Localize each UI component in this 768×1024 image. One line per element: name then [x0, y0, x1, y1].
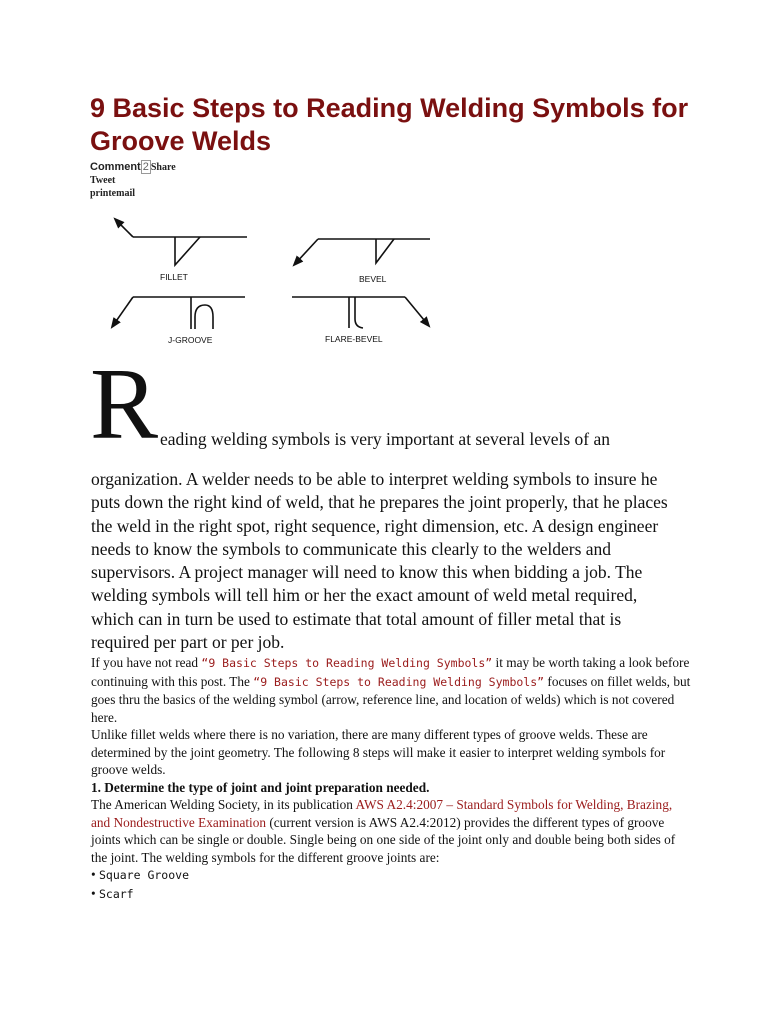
- lead-paragraph: organization. A welder needs to be able to interpret welding symbols to insure he puts down the right kind of weld, that he prepares the joint properly, that he places the weld in the right spot, right sequence, right dimension, etc. A design engineer needs to know the symbols to communicate this clearly to the welders and supervisors. A project manager will need to know this when bidding a job. The welding symbols will tell him or her the exact amount of weld metal required, which can in turn be used to estimate that total amount of filler metal that is required per part or per job.: [91, 469, 668, 653]
- intro-text-2: it may be worth taking a look before continuing with this post. The: [91, 655, 690, 689]
- print-link[interactable]: print: [90, 188, 112, 199]
- bullet-text: Square Groove: [98, 868, 189, 882]
- bevel-symbol: [294, 239, 430, 265]
- groove-intro-paragraph: Unlike fillet welds where there is no variation, there are many different types of groove welds. These are determined by the joint geometry. The following 8 steps will make it easier to interpret welding symbols for groove welds.: [91, 727, 666, 777]
- bullet-glyph: •: [91, 885, 96, 901]
- fillet-label: FILLET: [160, 272, 188, 282]
- groove-weld-symbols-diagram: [95, 205, 445, 355]
- lead-first-line: eading welding symbols is very important at several levels of an: [160, 429, 611, 449]
- tweet-link[interactable]: Tweet: [90, 175, 116, 186]
- groove-types-list: [91, 866, 691, 903]
- list-item: [91, 866, 691, 885]
- aws-paragraph: [91, 796, 691, 866]
- bullet-glyph: •: [91, 867, 96, 882]
- drop-cap: R: [90, 348, 159, 461]
- flare-bevel-symbol: [292, 297, 429, 328]
- fillet-symbol: [115, 219, 247, 265]
- social-bar: [90, 160, 176, 200]
- list-item: [91, 885, 691, 904]
- bullet-text: Scarf: [98, 886, 134, 901]
- j-groove-label: J-GROOVE: [168, 335, 213, 345]
- basic-steps-link-1[interactable]: “9 Basic Steps to Reading Welding Symbols”: [201, 656, 493, 670]
- intro-text-1: If you have not read: [91, 655, 202, 670]
- intro-paragraph: [91, 654, 691, 726]
- bevel-label: BEVEL: [359, 274, 387, 284]
- intro-text-3: focuses on fillet welds, but goes thru the basics of the welding symbol (arrow, reference line, and location of welds) which is not covered here.: [91, 673, 691, 725]
- article-body: [91, 654, 691, 903]
- j-groove-symbol: [112, 297, 245, 329]
- email-link[interactable]: email: [111, 188, 135, 199]
- aws-text-1: The American Welding Society, in its publication: [91, 797, 356, 812]
- aws-text-2: (current version is AWS A2.4:2012) provides the different types of groove joints which can be single or double. Single being on one side of the joint only and double being both sides of the joint. The welding symbols for the different groove joints are:: [91, 814, 676, 865]
- comment-link[interactable]: Comment: [90, 161, 141, 173]
- basic-steps-link-2[interactable]: “9 Basic Steps to Reading Welding Symbols”: [253, 674, 545, 689]
- step-1-heading: 1. Determine the type of joint and joint preparation needed.: [91, 779, 430, 795]
- comment-count-badge: 2: [142, 161, 149, 173]
- aws-standard-link[interactable]: AWS A2.4:2007 – Standard Symbols for Welding, Brazing, and Nondestructive Examination: [91, 797, 673, 830]
- share-link[interactable]: Share: [150, 162, 176, 173]
- page-title: 9 Basic Steps to Reading Welding Symbols for Groove Welds: [90, 93, 689, 156]
- flare-bevel-label: FLARE-BEVEL: [325, 334, 383, 344]
